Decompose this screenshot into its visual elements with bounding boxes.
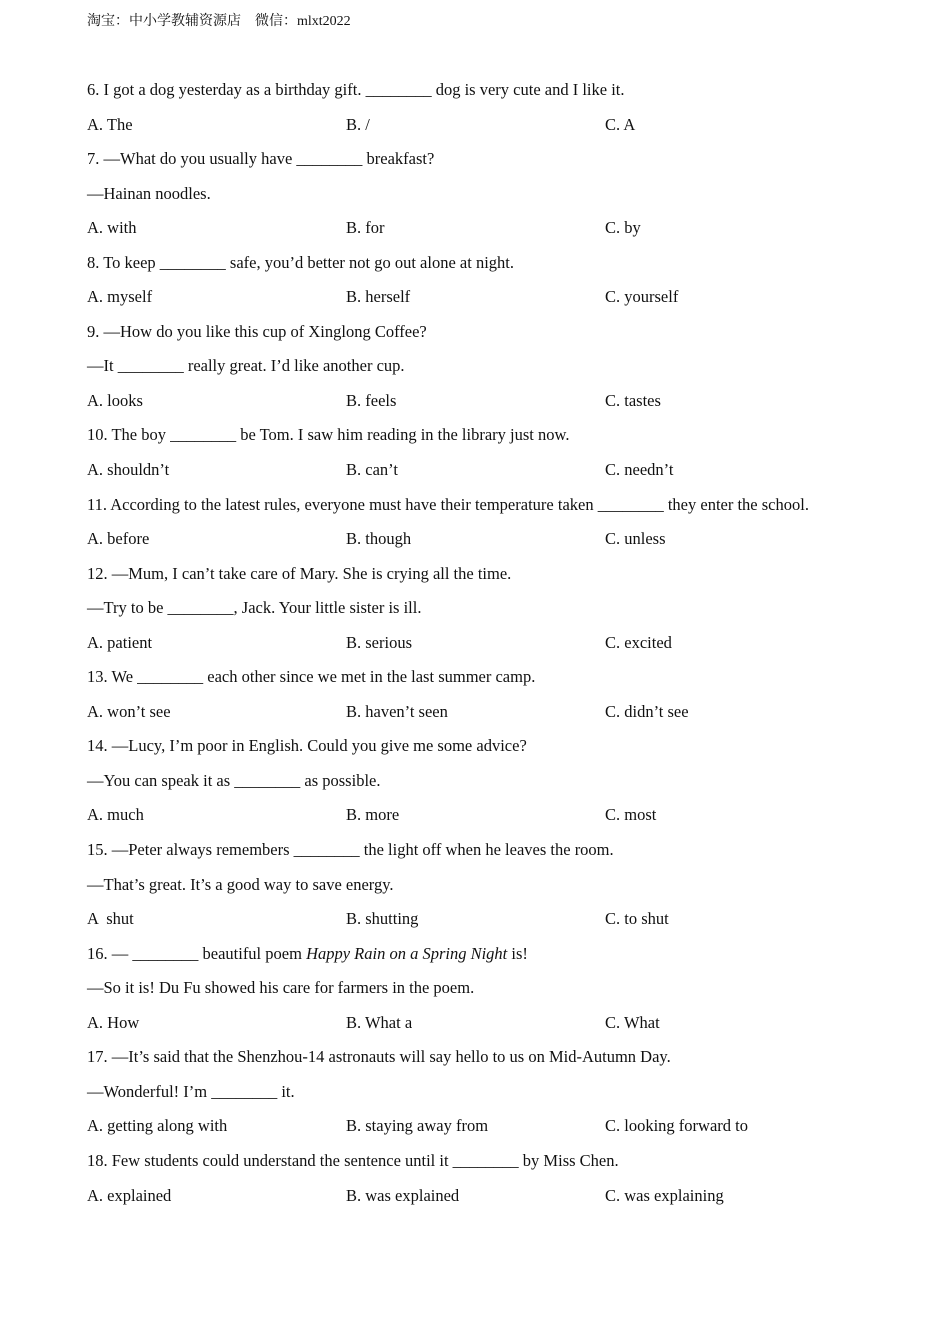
option-a[interactable]: A. The bbox=[87, 114, 133, 134]
option-c[interactable]: C. looking forward to bbox=[605, 1116, 748, 1136]
option-c[interactable]: C. most bbox=[605, 805, 657, 825]
option-a[interactable]: A. much bbox=[87, 805, 144, 825]
question-13-stem bbox=[87, 660, 927, 695]
question-text: 7. —What do you usually have ________ breakfast? bbox=[87, 149, 435, 169]
question-list bbox=[87, 73, 927, 1213]
question-text: 10. The boy ________ be Tom. I saw him reading in the library just now. bbox=[87, 425, 570, 445]
question-7-reply bbox=[87, 177, 927, 212]
question-12-options bbox=[87, 626, 927, 661]
question-11-options bbox=[87, 522, 927, 557]
question-16-reply bbox=[87, 971, 927, 1006]
question-16-stem bbox=[87, 937, 927, 972]
option-a[interactable]: A. myself bbox=[87, 287, 153, 307]
question-text: —You can speak it as ________ as possible. bbox=[87, 770, 381, 790]
question-18-options bbox=[87, 1179, 927, 1214]
question-8-stem bbox=[87, 246, 927, 281]
poem-title: Happy Rain on a Spring Night bbox=[306, 943, 508, 963]
option-b[interactable]: B. serious bbox=[346, 632, 412, 652]
question-text: 17. —It’s said that the Shenzhou-14 astronauts will say hello to us on Mid-Autumn Day. bbox=[87, 1047, 671, 1067]
question-9-options bbox=[87, 384, 927, 419]
question-7-options bbox=[87, 211, 927, 246]
question-10-options bbox=[87, 453, 927, 488]
option-a[interactable]: A. getting along with bbox=[87, 1116, 228, 1136]
question-10-stem bbox=[87, 418, 927, 453]
question-text: —Hainan noodles. bbox=[87, 183, 211, 203]
option-c[interactable]: C. unless bbox=[605, 529, 666, 549]
question-text: 15. —Peter always remembers ________ the light off when he leaves the room. bbox=[87, 840, 614, 860]
question-15-reply bbox=[87, 868, 927, 903]
question-14-stem bbox=[87, 729, 927, 764]
question-text: 9. —How do you like this cup of Xinglong Coffee? bbox=[87, 321, 427, 341]
question-text: 14. —Lucy, I’m poor in English. Could you give me some advice? bbox=[87, 736, 527, 756]
option-b[interactable]: B. herself bbox=[346, 287, 411, 307]
option-c[interactable]: C. A bbox=[605, 114, 636, 134]
page-header: 淘宝：中小学教辅资源店 微信：mlxt2022 bbox=[87, 14, 351, 29]
question-text: 6. I got a dog yesterday as a birthday gift. ________ dog is very cute and I like it. bbox=[87, 80, 625, 99]
question-14-reply bbox=[87, 764, 927, 799]
option-b[interactable]: B. What a bbox=[346, 1012, 413, 1032]
option-c[interactable]: C. excited bbox=[605, 632, 672, 652]
question-text: —It ________ really great. I’d like another cup. bbox=[87, 356, 405, 376]
question-text: 11. According to the latest rules, everyone must have their temperature taken ________ they enter the school. bbox=[87, 494, 809, 514]
question-15-options bbox=[87, 902, 927, 937]
option-a[interactable]: A. looks bbox=[87, 390, 143, 410]
question-text: —That’s great. It’s a good way to save energy. bbox=[87, 874, 394, 894]
option-c[interactable]: C. What bbox=[605, 1012, 660, 1032]
question-8-options bbox=[87, 280, 927, 315]
question-15-stem bbox=[87, 833, 927, 868]
question-text: —Try to be ________, Jack. Your little sister is ill. bbox=[87, 598, 422, 618]
option-b[interactable]: B. feels bbox=[346, 390, 397, 410]
question-text: 8. To keep ________ safe, you’d better not go out alone at night. bbox=[87, 252, 514, 272]
option-a[interactable]: A. explained bbox=[87, 1185, 172, 1205]
question-9-stem bbox=[87, 315, 927, 350]
question-16-options bbox=[87, 1006, 927, 1041]
question-text: —Wonderful! I’m ________ it. bbox=[87, 1081, 295, 1101]
option-c[interactable]: C. by bbox=[605, 218, 641, 238]
option-c[interactable]: C. tastes bbox=[605, 390, 661, 410]
question-text: 16. — ________ beautiful poem bbox=[87, 943, 307, 963]
option-c[interactable]: C. was explaining bbox=[605, 1185, 724, 1205]
option-b[interactable]: B. was explained bbox=[346, 1185, 460, 1205]
question-11-stem bbox=[87, 488, 927, 523]
option-b[interactable]: B. for bbox=[346, 218, 385, 238]
question-6-options bbox=[87, 108, 927, 143]
option-a[interactable]: A. before bbox=[87, 529, 150, 549]
option-c[interactable]: C. to shut bbox=[605, 909, 669, 929]
option-c[interactable]: C. needn’t bbox=[605, 460, 674, 480]
option-b[interactable]: B. shutting bbox=[346, 909, 419, 929]
question-text: 13. We ________ each other since we met in the last summer camp. bbox=[87, 667, 536, 687]
question-14-options bbox=[87, 798, 927, 833]
question-text: 12. —Mum, I can’t take care of Mary. She is crying all the time. bbox=[87, 563, 512, 583]
option-c[interactable]: C. yourself bbox=[605, 287, 679, 307]
option-a[interactable]: A. patient bbox=[87, 632, 153, 652]
question-text: —So it is! Du Fu showed his care for farmers in the poem. bbox=[87, 978, 475, 998]
question-12-stem bbox=[87, 557, 927, 592]
question-9-reply bbox=[87, 349, 927, 384]
option-a[interactable]: A. with bbox=[87, 218, 137, 238]
option-b[interactable]: B. more bbox=[346, 805, 400, 825]
option-b[interactable]: B. can’t bbox=[346, 460, 398, 480]
option-a[interactable]: A shut bbox=[87, 909, 134, 929]
option-c[interactable]: C. didn’t see bbox=[605, 701, 689, 721]
option-a[interactable]: A. shouldn’t bbox=[87, 460, 170, 480]
question-17-reply bbox=[87, 1075, 927, 1110]
option-b[interactable]: B. haven’t seen bbox=[346, 701, 448, 721]
question-text: 18. Few students could understand the sentence until it ________ by Miss Chen. bbox=[87, 1150, 619, 1170]
question-text: is! bbox=[507, 943, 528, 963]
question-17-options bbox=[87, 1109, 927, 1144]
option-b[interactable]: B. staying away from bbox=[346, 1116, 489, 1136]
option-b[interactable]: B. though bbox=[346, 529, 412, 549]
option-a[interactable]: A. won’t see bbox=[87, 701, 171, 721]
option-a[interactable]: A. How bbox=[87, 1012, 140, 1032]
question-18-stem bbox=[87, 1144, 927, 1179]
question-13-options bbox=[87, 695, 927, 730]
question-17-stem bbox=[87, 1040, 927, 1075]
question-12-reply bbox=[87, 591, 927, 626]
option-b[interactable]: B. / bbox=[346, 114, 370, 134]
question-7-stem bbox=[87, 142, 927, 177]
question-6-stem bbox=[87, 73, 927, 108]
